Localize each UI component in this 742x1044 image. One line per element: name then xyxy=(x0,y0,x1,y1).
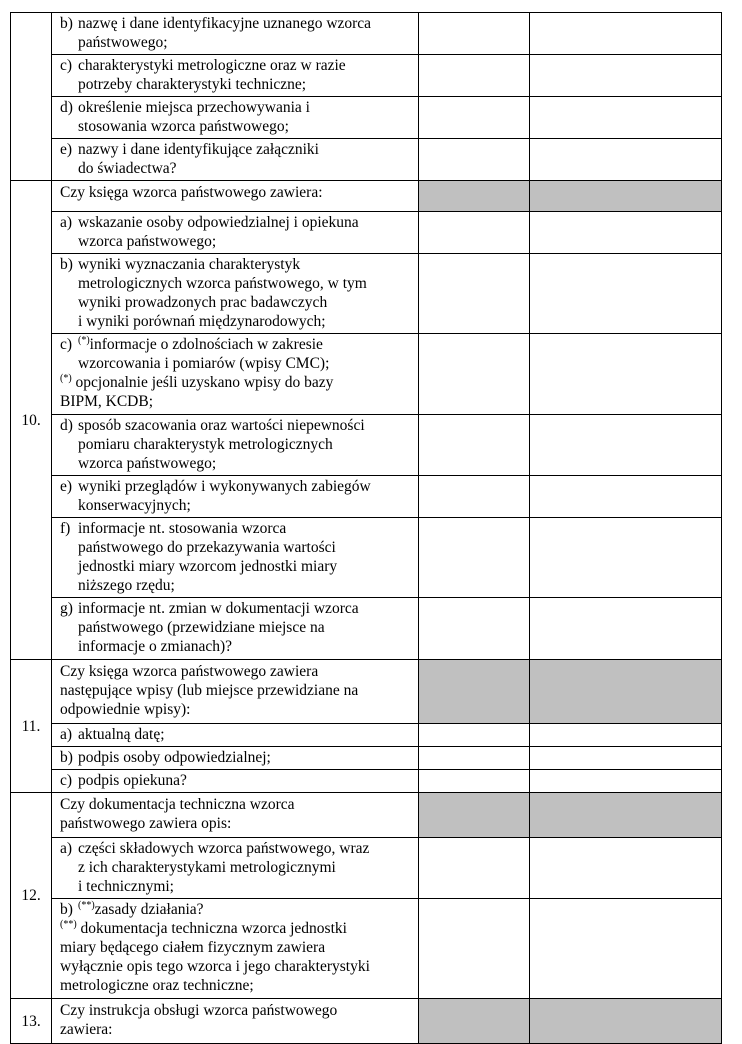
item-text: państwowego do przekazywania wartości xyxy=(78,539,336,556)
shaded-cell xyxy=(419,999,530,1044)
question-text: Czy księga wzorca państwowego zawiera xyxy=(60,663,319,680)
item-label: c) xyxy=(60,772,73,789)
answer-cell[interactable] xyxy=(419,838,530,899)
item-label: b) xyxy=(60,749,73,766)
item-text: metrologicznych wzorca państwowego, w tym xyxy=(78,275,367,292)
table-row xyxy=(11,13,722,55)
item-text: określenie miejsca przechowywania i xyxy=(78,99,310,116)
answer-cell[interactable] xyxy=(419,334,530,415)
section-number-10: 10. xyxy=(11,181,52,660)
item-10e xyxy=(52,476,419,518)
question-text: zawiera: xyxy=(60,1021,113,1038)
item-12b xyxy=(52,899,419,999)
item-text: pomiaru charakterystyk metrologicznych xyxy=(78,436,333,453)
table-row xyxy=(11,415,722,476)
remarks-cell[interactable] xyxy=(530,139,722,181)
footnote-mark: (**) xyxy=(60,919,77,930)
item-10b xyxy=(52,254,419,334)
footnote-text: dokumentacja techniczna wzorca jednostki xyxy=(76,920,347,937)
table-row xyxy=(11,334,722,415)
remarks-cell[interactable] xyxy=(530,770,722,793)
table-row xyxy=(11,139,722,181)
item-text: z ich charakterystykami metrologicznymi xyxy=(78,859,336,876)
item-text: i technicznymi; xyxy=(78,878,174,895)
item-label: b) xyxy=(60,15,73,32)
item-text: wskazanie osoby odpowiedzialnej i opiekuna xyxy=(78,214,359,231)
shaded-cell xyxy=(530,660,722,724)
item-label: d) xyxy=(60,417,73,434)
answer-cell[interactable] xyxy=(419,254,530,334)
remarks-cell[interactable] xyxy=(530,55,722,97)
item-text: wzorca państwowego; xyxy=(78,233,217,250)
item-text: wzorcowania i pomiarów (wpisy CMC); xyxy=(78,355,330,372)
item-11a xyxy=(52,724,419,747)
question-text: państwowego zawiera opis: xyxy=(60,815,232,832)
table-row xyxy=(11,181,722,212)
item-text: charakterystyki metrologiczne oraz w razie xyxy=(78,57,346,74)
item-text: zasady działania? xyxy=(94,901,204,918)
remarks-cell[interactable] xyxy=(530,415,722,476)
table-row xyxy=(11,55,722,97)
item-9e xyxy=(52,139,419,181)
answer-cell[interactable] xyxy=(419,724,530,747)
answer-cell[interactable] xyxy=(419,476,530,518)
shaded-cell xyxy=(419,181,530,212)
footnote-text: opcjonalnie jeśli uzyskano wpisy do bazy xyxy=(71,374,334,391)
answer-cell[interactable] xyxy=(419,747,530,770)
item-9b xyxy=(52,13,419,55)
item-label: e) xyxy=(60,141,73,158)
item-text: jednostki miary wzorcom jednostki miary xyxy=(78,558,338,575)
remarks-cell[interactable] xyxy=(530,518,722,598)
item-10a xyxy=(52,212,419,254)
table-row xyxy=(11,97,722,139)
question-12 xyxy=(52,793,419,838)
remarks-cell[interactable] xyxy=(530,724,722,747)
footnote-text: wyłącznie opis tego wzorca i jego charakterystyki xyxy=(60,958,370,975)
item-text: informacje nt. zmian w dokumentacji wzorca xyxy=(78,600,359,617)
table-row xyxy=(11,660,722,724)
table-row xyxy=(11,598,722,660)
item-text: aktualną datę; xyxy=(78,726,165,743)
item-label: c) xyxy=(60,336,73,353)
remarks-cell[interactable] xyxy=(530,254,722,334)
item-10f xyxy=(52,518,419,598)
item-label: a) xyxy=(60,726,73,743)
remarks-cell[interactable] xyxy=(530,838,722,899)
item-text: stosowania wzorca państwowego; xyxy=(78,118,289,135)
item-text: informacje o zdolnościach w zakresie xyxy=(89,336,323,353)
answer-cell[interactable] xyxy=(419,598,530,660)
remarks-cell[interactable] xyxy=(530,476,722,518)
number-cell xyxy=(11,13,52,181)
answer-cell[interactable] xyxy=(419,212,530,254)
answer-cell[interactable] xyxy=(419,139,530,181)
answer-cell[interactable] xyxy=(419,13,530,55)
remarks-cell[interactable] xyxy=(530,212,722,254)
item-label: e) xyxy=(60,478,73,495)
item-text: podpis osoby odpowiedzialnej; xyxy=(78,749,271,766)
item-label: b) xyxy=(60,256,73,273)
answer-cell[interactable] xyxy=(419,55,530,97)
checklist-table xyxy=(10,12,722,1044)
question-11 xyxy=(52,660,419,724)
item-text: wyniki wyznaczania charakterystyk xyxy=(78,256,301,273)
section-number-13: 13. xyxy=(11,999,52,1044)
item-text: konserwacyjnych; xyxy=(78,497,191,514)
remarks-cell[interactable] xyxy=(530,598,722,660)
item-10d xyxy=(52,415,419,476)
table-row xyxy=(11,770,722,793)
item-label: b) xyxy=(60,901,73,918)
footnote-text: BIPM, KCDB; xyxy=(60,393,154,410)
item-text: wyniki przeglądów i wykonywanych zabiegów xyxy=(78,478,371,495)
remarks-cell[interactable] xyxy=(530,13,722,55)
question-text: Czy instrukcja obsługi wzorca państwowego xyxy=(60,1002,338,1019)
answer-cell[interactable] xyxy=(419,97,530,139)
footnote-mark: (**) xyxy=(78,900,95,911)
table-row xyxy=(11,724,722,747)
item-text: do świadectwa? xyxy=(78,160,177,177)
item-11c xyxy=(52,770,419,793)
shaded-cell xyxy=(530,181,722,212)
table-row xyxy=(11,212,722,254)
item-text: sposób szacowania oraz wartości niepewności xyxy=(78,417,365,434)
item-label: f) xyxy=(60,520,71,537)
table-row xyxy=(11,254,722,334)
item-text: nazwę i dane identyfikacyjne uznanego wzorca xyxy=(78,15,372,32)
item-text: niższego rzędu; xyxy=(78,577,175,594)
footnote-text: metrologiczne oraz techniczne; xyxy=(60,977,254,994)
item-text: potrzeby charakterystyki techniczne; xyxy=(78,76,307,93)
item-text: informacje nt. stosowania wzorca xyxy=(78,520,287,537)
item-text: wyniki prowadzonych prac badawczych xyxy=(78,294,328,311)
item-text: części składowych wzorca państwowego, wraz xyxy=(78,840,370,857)
table-row xyxy=(11,899,722,999)
item-label: g) xyxy=(60,600,73,617)
item-text: podpis opiekuna? xyxy=(78,772,187,789)
item-text: nazwy i dane identyfikujące załączniki xyxy=(78,141,319,158)
item-label: c) xyxy=(60,57,73,74)
question-text: odpowiednie wpisy): xyxy=(60,701,191,718)
item-10c xyxy=(52,334,419,415)
shaded-cell xyxy=(419,793,530,838)
table-row xyxy=(11,476,722,518)
question-text: następujące wpisy (lub miejsce przewidziane na xyxy=(60,682,359,699)
item-text: państwowego; xyxy=(78,34,168,51)
item-text: i wyniki porównań międzynarodowych; xyxy=(78,313,326,330)
answer-cell[interactable] xyxy=(419,770,530,793)
item-text: wzorca państwowego; xyxy=(78,455,217,472)
table-row xyxy=(11,999,722,1044)
item-9c xyxy=(52,55,419,97)
item-text: państwowego (przewidziane miejsce na xyxy=(78,619,325,636)
remarks-cell[interactable] xyxy=(530,899,722,999)
remarks-cell[interactable] xyxy=(530,334,722,415)
section-number-11: 11. xyxy=(11,660,52,793)
footnote-mark: (*) xyxy=(78,335,90,346)
question-10: Czy księga wzorca państwowego zawiera: xyxy=(52,181,419,212)
item-11b xyxy=(52,747,419,770)
item-label: a) xyxy=(60,214,73,231)
shaded-cell xyxy=(419,660,530,724)
question-13 xyxy=(52,999,419,1044)
question-text: Czy dokumentacja techniczna wzorca xyxy=(60,796,295,813)
shaded-cell xyxy=(530,999,722,1044)
shaded-cell xyxy=(530,793,722,838)
section-number-12: 12. xyxy=(11,793,52,999)
remarks-cell[interactable] xyxy=(530,747,722,770)
remarks-cell[interactable] xyxy=(530,97,722,139)
item-label: d) xyxy=(60,99,73,116)
table-row xyxy=(11,838,722,899)
footnote-text: miary będącego ciałem fizycznym zawiera xyxy=(60,939,326,956)
item-text: informacje o zmianach)? xyxy=(78,638,233,655)
table-row xyxy=(11,518,722,598)
item-label: a) xyxy=(60,840,73,857)
table-row xyxy=(11,747,722,770)
answer-cell[interactable] xyxy=(419,415,530,476)
item-9d xyxy=(52,97,419,139)
item-12a xyxy=(52,838,419,899)
answer-cell[interactable] xyxy=(419,899,530,999)
answer-cell[interactable] xyxy=(419,518,530,598)
table-row xyxy=(11,793,722,838)
footnote-mark: (*) xyxy=(60,373,72,384)
item-10g xyxy=(52,598,419,660)
